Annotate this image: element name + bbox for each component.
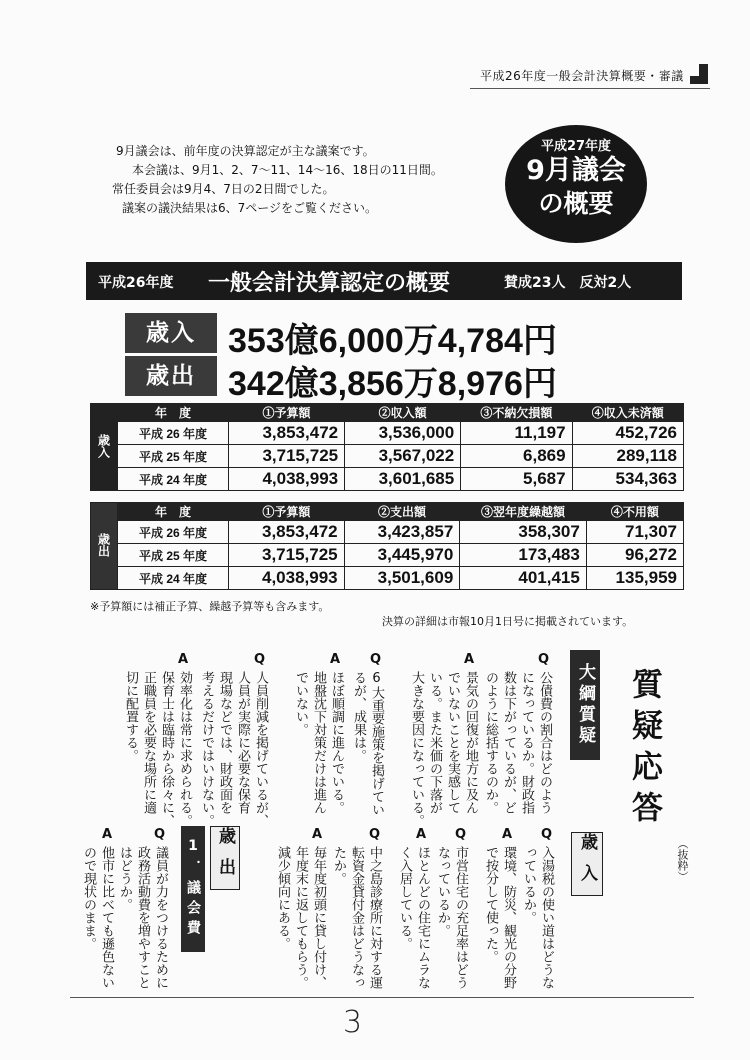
qa-text-column: なっているか。 (435, 846, 450, 937)
qa-text-column: 減少傾向にある。 (275, 846, 290, 950)
table-cell: 358,307 (460, 521, 587, 544)
table-row (91, 468, 684, 491)
column-header: ②収入額 (345, 404, 461, 422)
running-header-title: 平成26年度一般会計決算概要・審議 (480, 69, 684, 83)
table-cell: 3,536,000 (345, 422, 461, 445)
expenditure-side-label: 歳出 (91, 503, 118, 590)
table-cell: 3,715,725 (229, 544, 345, 567)
revenue-label: 歳入 (125, 313, 217, 353)
badge-title: 9月議会 (526, 155, 626, 186)
expenditure-total: 342億3,856万8,976円 (228, 365, 557, 403)
subsection-assembly: 1．議会費 (181, 826, 205, 952)
qa-text-column: 市営住宅の充足率はどう (453, 846, 468, 989)
table-cell: 6,869 (461, 445, 572, 468)
qa-text-column: ほぼ順調に進んでいる。 (329, 671, 344, 814)
qa-text-column: 年度末に返してもらう。 (293, 846, 308, 989)
budget-note: ※予算額には補正予算、繰越予算等も含みます。 (90, 600, 330, 613)
qa-text-column: 転資金貸付金はどうなっ (349, 846, 364, 989)
year-cell: 平成 25 年度 (118, 445, 229, 468)
qa-text-column: 大きな要因になっている。 (409, 671, 424, 827)
detail-note: 決算の詳細は市報10月1日号に掲載されています。 (382, 615, 634, 628)
qa-text-column: ので現状のまま。 (81, 846, 96, 950)
qa-text-column: っているか。 (521, 846, 536, 924)
answer-marker: A (178, 652, 189, 667)
page-number: 3 (343, 1005, 363, 1040)
qa-text-column: 考えるだけではいけない。 (199, 671, 214, 827)
column-header: ②支出額 (344, 503, 460, 521)
corner-mark-icon (690, 64, 708, 84)
qa-text-column: ほとんどの住宅にムラな (415, 846, 430, 989)
year-cell: 平成 26 年度 (118, 422, 229, 445)
qa-text-column: 数は下がっているが、ど (501, 671, 516, 814)
question-marker: Q (370, 652, 382, 667)
qa-text-column: のように総括するのか。 (483, 671, 498, 814)
qa-text-column: 人員削減を掲げているが、 (253, 671, 268, 827)
section-revenue: 歳入 (571, 832, 603, 896)
qa-text-column: 現場などでは、財政面を (217, 671, 232, 814)
year-cell: 平成 24 年度 (118, 567, 229, 590)
table-cell: 4,038,993 (229, 468, 345, 491)
question-marker: Q (254, 652, 266, 667)
qa-text-column: 6大重要施策を掲げてい (369, 671, 384, 816)
qa-text-column: 議員が力をつけるために (153, 846, 168, 989)
qa-text-column: 切に配置する。 (123, 671, 138, 762)
table-cell: 3,423,857 (344, 521, 460, 544)
qa-text-column: 環境、防災、観光の分野 (501, 846, 516, 989)
table-cell: 534,363 (572, 468, 683, 491)
table-row (91, 445, 684, 468)
section-expenditure: 歳出 (210, 826, 240, 890)
qa-text-column: 毎年度初頭に貸し付け、 (311, 846, 326, 989)
table-cell: 135,959 (586, 567, 683, 590)
table-cell: 3,715,725 (229, 445, 345, 468)
column-header: ①予算額 (229, 404, 345, 422)
revenue-total: 353億6,000万4,784円 (228, 322, 557, 360)
table-cell: 452,726 (572, 422, 683, 445)
table-cell: 289,118 (572, 445, 683, 468)
qa-excerpt: （抜粋） (676, 838, 689, 882)
column-header: ③不納欠損額 (461, 404, 572, 422)
footer-divider (70, 997, 694, 998)
question-marker: Q (538, 652, 550, 667)
qa-text-column: いる。また米価の下落が (427, 671, 442, 814)
qa-text-column: はどうか。 (117, 846, 132, 911)
column-header: ③翌年度繰越額 (460, 503, 587, 521)
intro-line: 9月議会は、前年度の決算認定が主な議案です。 (116, 144, 375, 158)
table-header-row (91, 503, 684, 521)
table-cell: 3,601,685 (345, 468, 461, 491)
table-cell: 173,483 (460, 544, 587, 567)
table-cell: 4,038,993 (229, 567, 345, 590)
intro-line: 本会議は、9月1、2、7～11、14～16、18日の11日間。 (132, 163, 443, 177)
table-cell: 3,501,609 (344, 567, 460, 590)
answer-marker: A (102, 827, 113, 842)
qa-text-column: たか。 (331, 846, 346, 885)
qa-text-column: 正職員を必要な場所に適 (141, 671, 156, 814)
table-cell: 3,853,472 (229, 422, 345, 445)
qa-text-column: 政務活動費を増やすこと (135, 846, 150, 989)
qa-text-column: で按分して使った。 (483, 846, 498, 963)
column-header: ①予算額 (229, 503, 345, 521)
column-header: 年 度 (118, 404, 229, 422)
table-cell: 96,272 (586, 544, 683, 567)
badge-year: 平成27年度 (540, 139, 612, 154)
revenue-table (90, 403, 684, 491)
table-header-row (91, 404, 684, 422)
qa-text-column: く入居している。 (397, 846, 412, 950)
banner-year: 平成26年度 (98, 275, 174, 291)
table-cell: 71,307 (586, 521, 683, 544)
qa-text-column: でいないことを実感して (445, 671, 460, 814)
session-badge (505, 125, 647, 243)
qa-text-column: でいない。 (293, 671, 308, 736)
header-divider (470, 88, 710, 89)
table-row (91, 544, 684, 567)
year-cell: 平成 26 年度 (118, 521, 229, 544)
year-cell: 平成 24 年度 (118, 468, 229, 491)
question-marker: Q (455, 827, 467, 842)
badge-subtitle: の概要 (538, 189, 614, 218)
qa-text-column: 入湯税の使い道はどうな (539, 846, 554, 989)
answer-marker: A (416, 827, 427, 842)
table-row (91, 521, 684, 544)
banner-vote: 賛成23人 反対2人 (504, 275, 632, 291)
column-header: ④収入未済額 (572, 404, 683, 422)
table-cell: 3,853,472 (229, 521, 345, 544)
question-marker: Q (154, 827, 166, 842)
intro-text (112, 142, 522, 218)
table-cell: 11,197 (461, 422, 572, 445)
table-cell: 401,415 (460, 567, 587, 590)
question-marker: Q (369, 827, 381, 842)
intro-line: 議案の議決結果は6、7ページをご覧ください。 (122, 201, 378, 215)
table-row (91, 422, 684, 445)
column-header: ④不用額 (586, 503, 683, 521)
revenue-side-label: 歳入 (91, 404, 118, 491)
qa-text-column: 地盤沈下対策だけは進ん (311, 671, 326, 814)
qa-text-column: 人員が実際に必要な保育 (235, 671, 250, 814)
qa-text-column: 他市に比べても遜色ない (99, 846, 114, 989)
answer-marker: A (464, 652, 475, 667)
table-cell: 3,445,970 (344, 544, 460, 567)
question-marker: Q (541, 827, 553, 842)
section-general-qa: 大綱質疑 (570, 650, 600, 760)
qa-text-column: 公債費の割合はどのよう (537, 671, 552, 814)
answer-marker: A (312, 827, 323, 842)
column-header: 年 度 (118, 503, 229, 521)
answer-marker: A (502, 827, 513, 842)
expenditure-label: 歳出 (125, 356, 217, 396)
qa-text-column: るが、成果は。 (351, 671, 366, 762)
qa-text-column: 保育士は臨時から徐々に、 (159, 671, 174, 827)
table-cell: 3,567,022 (345, 445, 461, 468)
qa-text-column: 効率化は常に求められる。 (177, 671, 192, 827)
answer-marker: A (330, 652, 341, 667)
qa-text-column: 中之島診療所に対する運 (367, 846, 382, 989)
qa-text-column: 景気の回復が地方に及ん (463, 671, 478, 814)
intro-line: 常任委員会は9月4、7日の2日間でした。 (112, 182, 335, 196)
table-row (91, 567, 684, 590)
table-cell: 5,687 (461, 468, 572, 491)
qa-text-column: になっているか。財政指 (519, 671, 534, 814)
qa-title: 質疑応答 (626, 668, 662, 832)
expenditure-table (90, 502, 684, 590)
year-cell: 平成 25 年度 (118, 544, 229, 567)
banner-title: 一般会計決算認定の概要 (208, 271, 451, 296)
section-banner (86, 262, 682, 300)
